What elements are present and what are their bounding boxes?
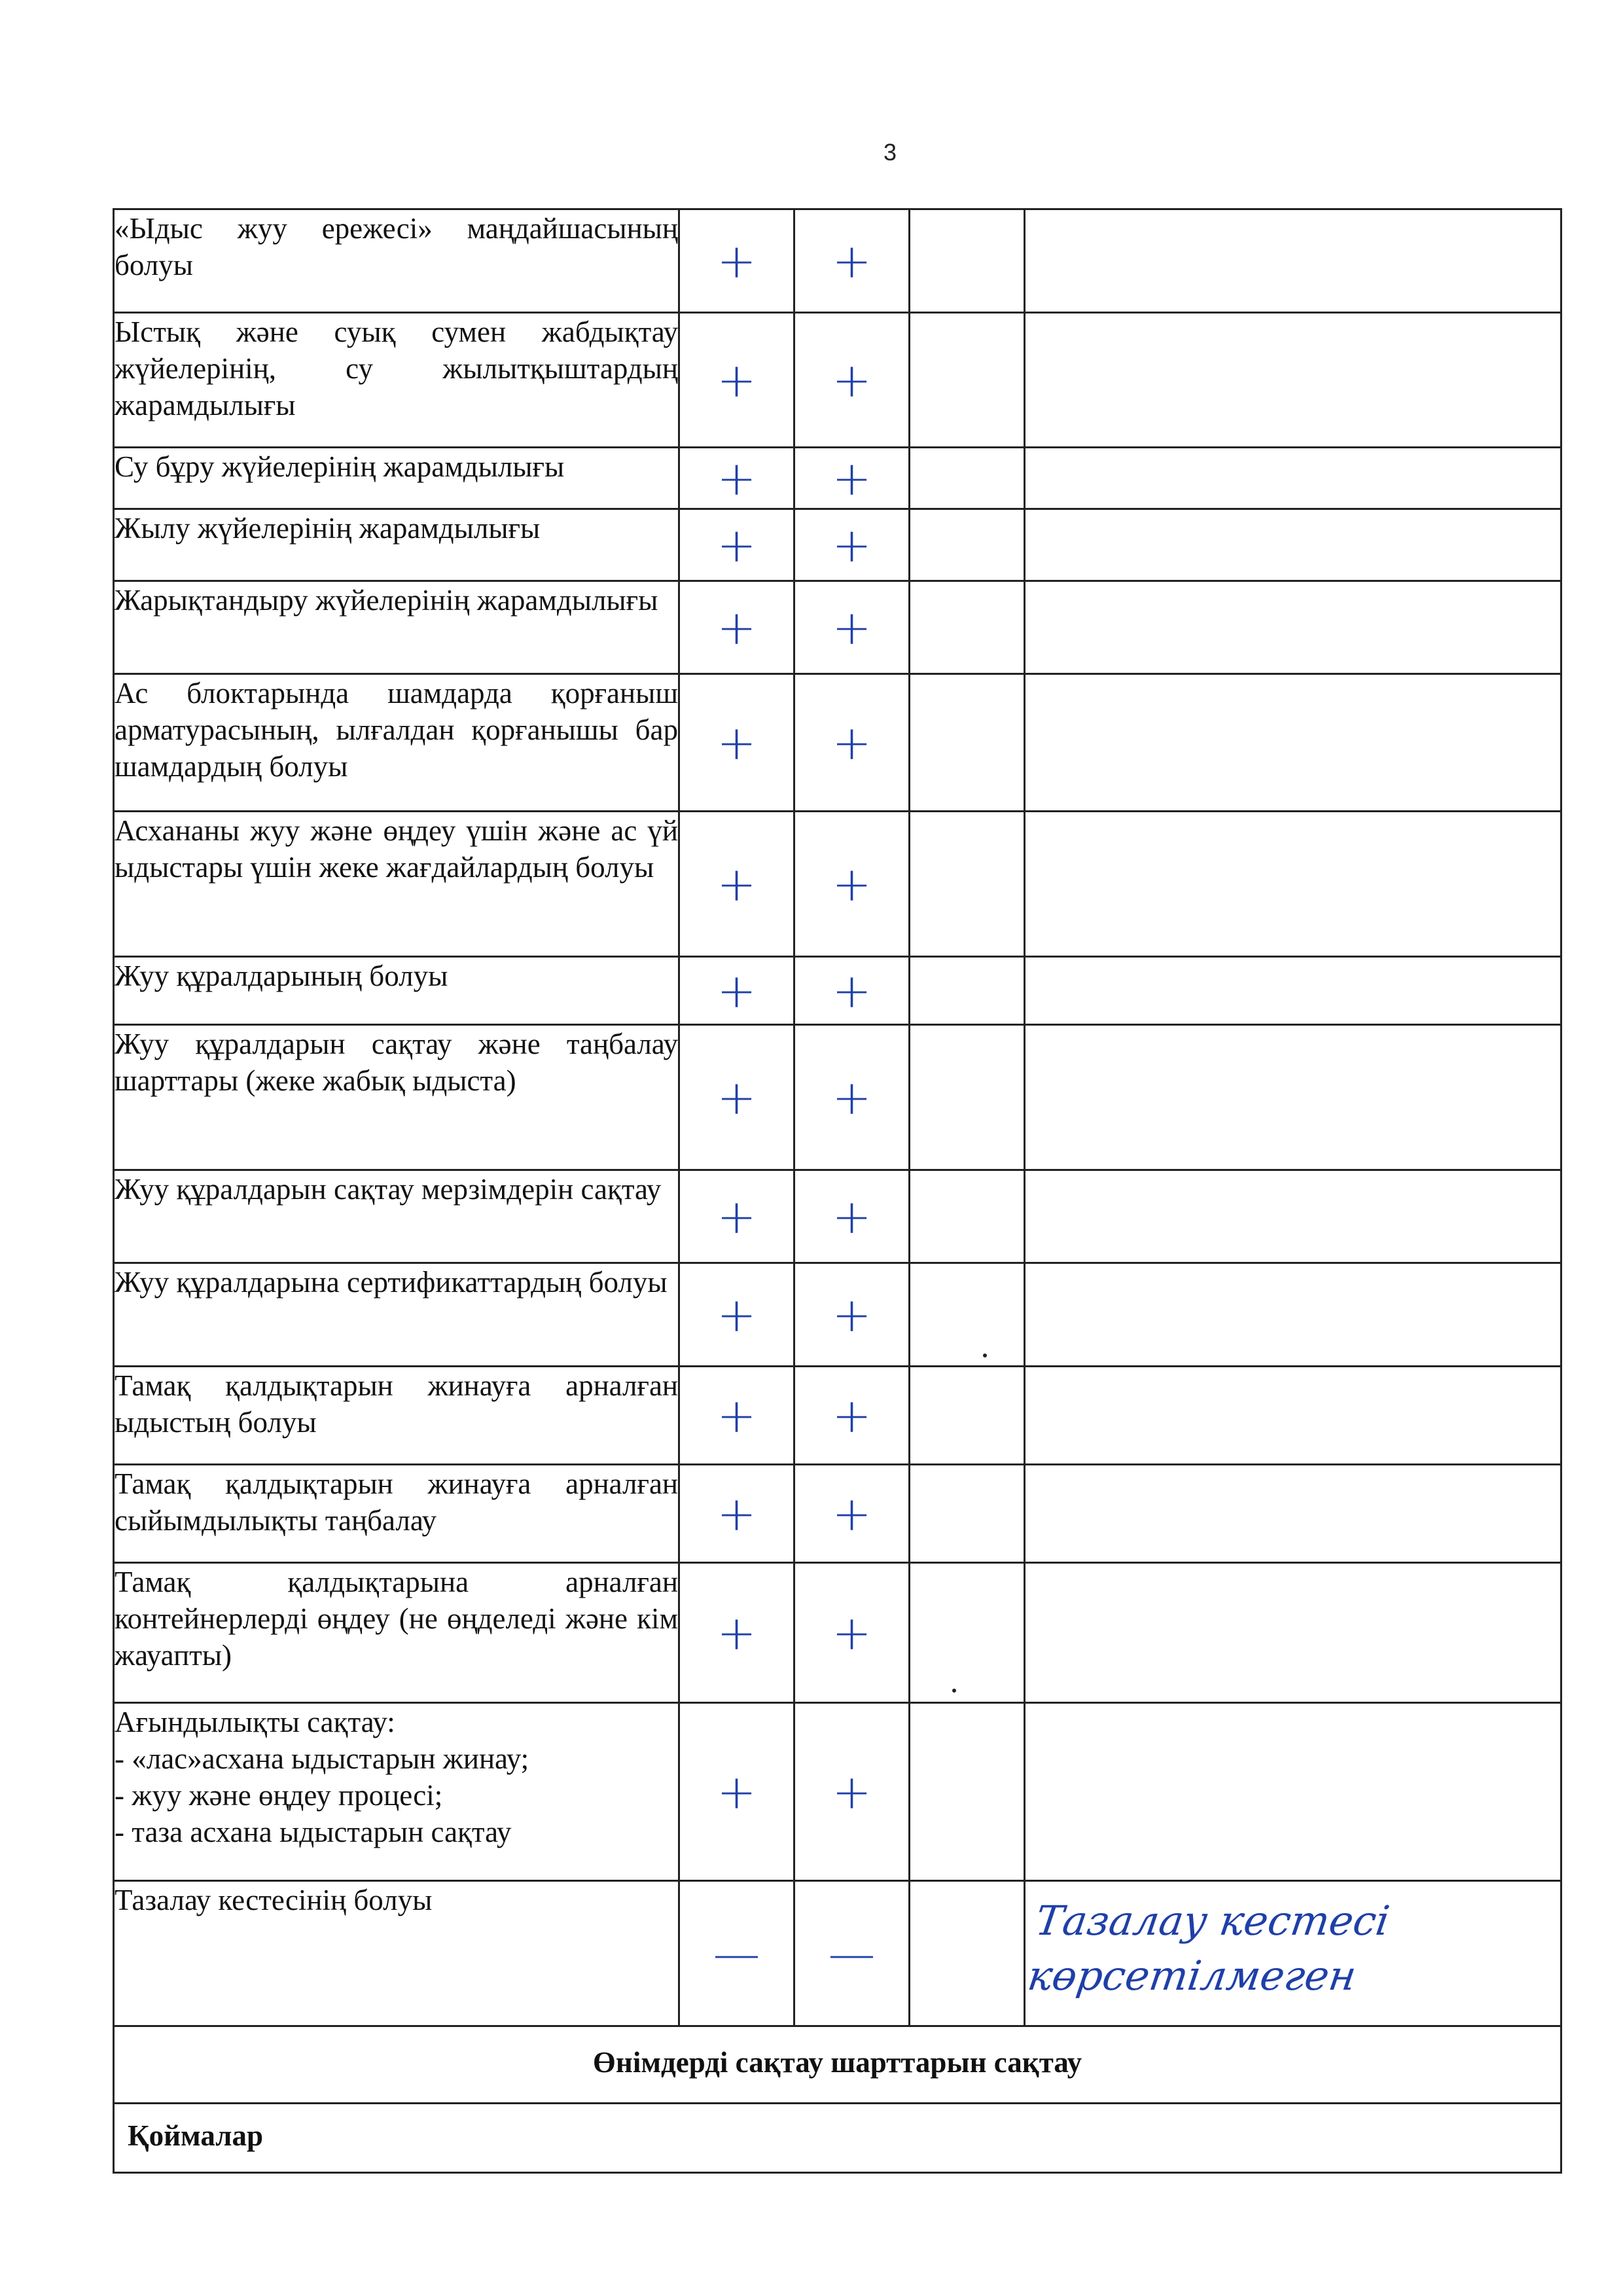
table-row [114, 1025, 1561, 1170]
empty-cell [910, 581, 1025, 674]
mark-cell-2 [794, 448, 910, 509]
handwritten-mark: + [832, 450, 872, 506]
note-cell [1025, 1703, 1561, 1881]
handwritten-mark: — [828, 1926, 876, 1981]
handwritten-mark: + [832, 1287, 872, 1342]
table-row [114, 674, 1561, 812]
criterion-cell: Тазалау кестесінің болуы [114, 1881, 679, 2026]
mark-cell-1 [679, 1465, 794, 1563]
handwritten-mark: + [832, 600, 872, 655]
mark-cell-2 [794, 1170, 910, 1263]
mark-cell-2 [794, 1703, 910, 1881]
subsection-heading-row [114, 2104, 1561, 2173]
criterion-cell: Ас блоктарында шамдарда қорғаныш арматурасының, ылғалдан қорғанышы бар шамдардың болуы [114, 674, 679, 812]
mark-cell-1 [679, 1170, 794, 1263]
mark-cell-2 [794, 957, 910, 1025]
note-cell [1025, 509, 1561, 581]
criterion-cell: Тамақ қалдықтарын жинауға арналған ыдыстың болуы [114, 1367, 679, 1465]
mark-cell-1 [679, 957, 794, 1025]
empty-cell [910, 1367, 1025, 1465]
inspection-checklist-table [113, 208, 1562, 2174]
criterion-cell: Тамақ қалдықтарын жинауға арналған сыйымдылықты таңбалау [114, 1465, 679, 1563]
mark-cell-2 [794, 313, 910, 448]
handwritten-note: Тазалау кестесі көрсетілмеген [1025, 1897, 1393, 2000]
handwritten-mark: + [832, 233, 872, 289]
handwritten-mark: + [717, 1069, 757, 1125]
handwritten-mark: + [717, 352, 757, 408]
handwritten-mark: + [832, 352, 872, 408]
empty-cell [910, 1465, 1025, 1563]
handwritten-mark: + [832, 517, 872, 573]
table-row [114, 1881, 1561, 2026]
criterion-cell: Жарықтандыру жүйелерінің жарамдылығы [114, 581, 679, 674]
mark-cell-1 [679, 674, 794, 812]
handwritten-mark: + [717, 450, 757, 506]
note-cell [1025, 1170, 1561, 1263]
empty-cell [910, 509, 1025, 581]
handwritten-mark: + [832, 1189, 872, 1244]
table-row [114, 581, 1561, 674]
table-row [114, 448, 1561, 509]
table-row [114, 957, 1561, 1025]
mark-cell-2 [794, 812, 910, 957]
handwritten-mark: + [717, 1388, 757, 1443]
mark-cell-1 [679, 313, 794, 448]
criterion-cell: «Ыдыс жуу ережесі» маңдайшасының болуы [114, 209, 679, 313]
table-row [114, 313, 1561, 448]
note-cell [1025, 581, 1561, 674]
table-row [114, 1563, 1561, 1703]
criterion-cell: Ыстық және суық сумен жабдықтау жүйелерінің, су жылытқыштардың жарамдылығы [114, 313, 679, 448]
empty-cell [910, 1263, 1025, 1367]
mark-cell-2 [794, 1881, 910, 2026]
handwritten-mark: + [717, 1605, 757, 1660]
note-cell [1025, 1563, 1561, 1703]
mark-cell-1 [679, 1263, 794, 1367]
criterion-cell: Ағындылықты сақтау: - «лас»асхана ыдыстарын жинау; - жуу және өңдеу процесі; - таза асхана ыдыстарын сақтау [114, 1703, 679, 1881]
note-cell [1025, 674, 1561, 812]
empty-cell [910, 1170, 1025, 1263]
scan-speck [983, 1354, 987, 1357]
empty-cell [910, 1703, 1025, 1881]
empty-cell [910, 209, 1025, 313]
criterion-cell: Жуу құралдарына сертификаттардың болуы [114, 1263, 679, 1367]
mark-cell-2 [794, 209, 910, 313]
note-cell [1025, 448, 1561, 509]
criterion-cell: Жуу құралдарын сақтау мерзімдерін сақтау [114, 1170, 679, 1263]
empty-cell [910, 448, 1025, 509]
criterion-cell: Жуу құралдарының болуы [114, 957, 679, 1025]
handwritten-mark: + [832, 856, 872, 912]
handwritten-mark: + [832, 1764, 872, 1820]
mark-cell-1 [679, 581, 794, 674]
subsection-heading: Қоймалар [114, 2104, 1561, 2173]
page-number: 3 [883, 139, 897, 166]
criterion-cell: Асхананы жуу және өңдеу үшін және ас үй ыдыстары үшін жеке жағдайлардың болуы [114, 812, 679, 957]
mark-cell-2 [794, 1025, 910, 1170]
criterion-cell: Тамақ қалдықтарына арналған контейнерлерді өңдеу (не өңделеді және кім жауапты) [114, 1563, 679, 1703]
handwritten-mark: + [832, 963, 872, 1018]
note-cell [1025, 1881, 1561, 2026]
mark-cell-2 [794, 1465, 910, 1563]
handwritten-mark: + [832, 1605, 872, 1660]
empty-cell [910, 674, 1025, 812]
mark-cell-2 [794, 509, 910, 581]
mark-cell-1 [679, 509, 794, 581]
empty-cell [910, 812, 1025, 957]
table-row [114, 509, 1561, 581]
handwritten-mark: + [717, 1764, 757, 1820]
mark-cell-1 [679, 1367, 794, 1465]
section-heading: Өнімдерді сақтау шарттарын сақтау [114, 2026, 1561, 2104]
note-cell [1025, 1263, 1561, 1367]
empty-cell [910, 1881, 1025, 2026]
mark-cell-2 [794, 581, 910, 674]
handwritten-mark: — [713, 1926, 760, 1981]
empty-cell [910, 1563, 1025, 1703]
section-heading-row [114, 2026, 1561, 2104]
note-cell [1025, 1367, 1561, 1465]
handwritten-mark: + [717, 856, 757, 912]
handwritten-mark: + [832, 1069, 872, 1125]
table-row [114, 812, 1561, 957]
note-cell [1025, 812, 1561, 957]
handwritten-mark: + [717, 517, 757, 573]
handwritten-mark: + [832, 1486, 872, 1541]
handwritten-mark: + [717, 715, 757, 770]
handwritten-mark: + [832, 715, 872, 770]
mark-cell-1 [679, 209, 794, 313]
mark-cell-1 [679, 1563, 794, 1703]
table-row [114, 1367, 1561, 1465]
handwritten-mark: + [717, 963, 757, 1018]
criterion-cell: Су бұру жүйелерінің жарамдылығы [114, 448, 679, 509]
criterion-cell: Жылу жүйелерінің жарамдылығы [114, 509, 679, 581]
mark-cell-2 [794, 674, 910, 812]
criterion-cell: Жуу құралдарын сақтау және таңбалау шарттары (жеке жабық ыдыста) [114, 1025, 679, 1170]
mark-cell-1 [679, 448, 794, 509]
table-row [114, 209, 1561, 313]
handwritten-mark: + [717, 1287, 757, 1342]
mark-cell-1 [679, 1025, 794, 1170]
handwritten-mark: + [717, 1486, 757, 1541]
mark-cell-2 [794, 1367, 910, 1465]
mark-cell-1 [679, 1703, 794, 1881]
note-cell [1025, 1025, 1561, 1170]
note-cell [1025, 313, 1561, 448]
handwritten-mark: + [717, 600, 757, 655]
table-row [114, 1170, 1561, 1263]
table-row [114, 1703, 1561, 1881]
mark-cell-2 [794, 1263, 910, 1367]
handwritten-mark: + [832, 1388, 872, 1443]
table-row [114, 1263, 1561, 1367]
mark-cell-2 [794, 1563, 910, 1703]
scan-speck [952, 1689, 956, 1693]
handwritten-mark: + [717, 233, 757, 289]
note-cell [1025, 1465, 1561, 1563]
note-cell [1025, 209, 1561, 313]
empty-cell [910, 313, 1025, 448]
empty-cell [910, 957, 1025, 1025]
handwritten-mark: + [717, 1189, 757, 1244]
mark-cell-1 [679, 1881, 794, 2026]
note-cell [1025, 957, 1561, 1025]
table-row [114, 1465, 1561, 1563]
empty-cell [910, 1025, 1025, 1170]
mark-cell-1 [679, 812, 794, 957]
